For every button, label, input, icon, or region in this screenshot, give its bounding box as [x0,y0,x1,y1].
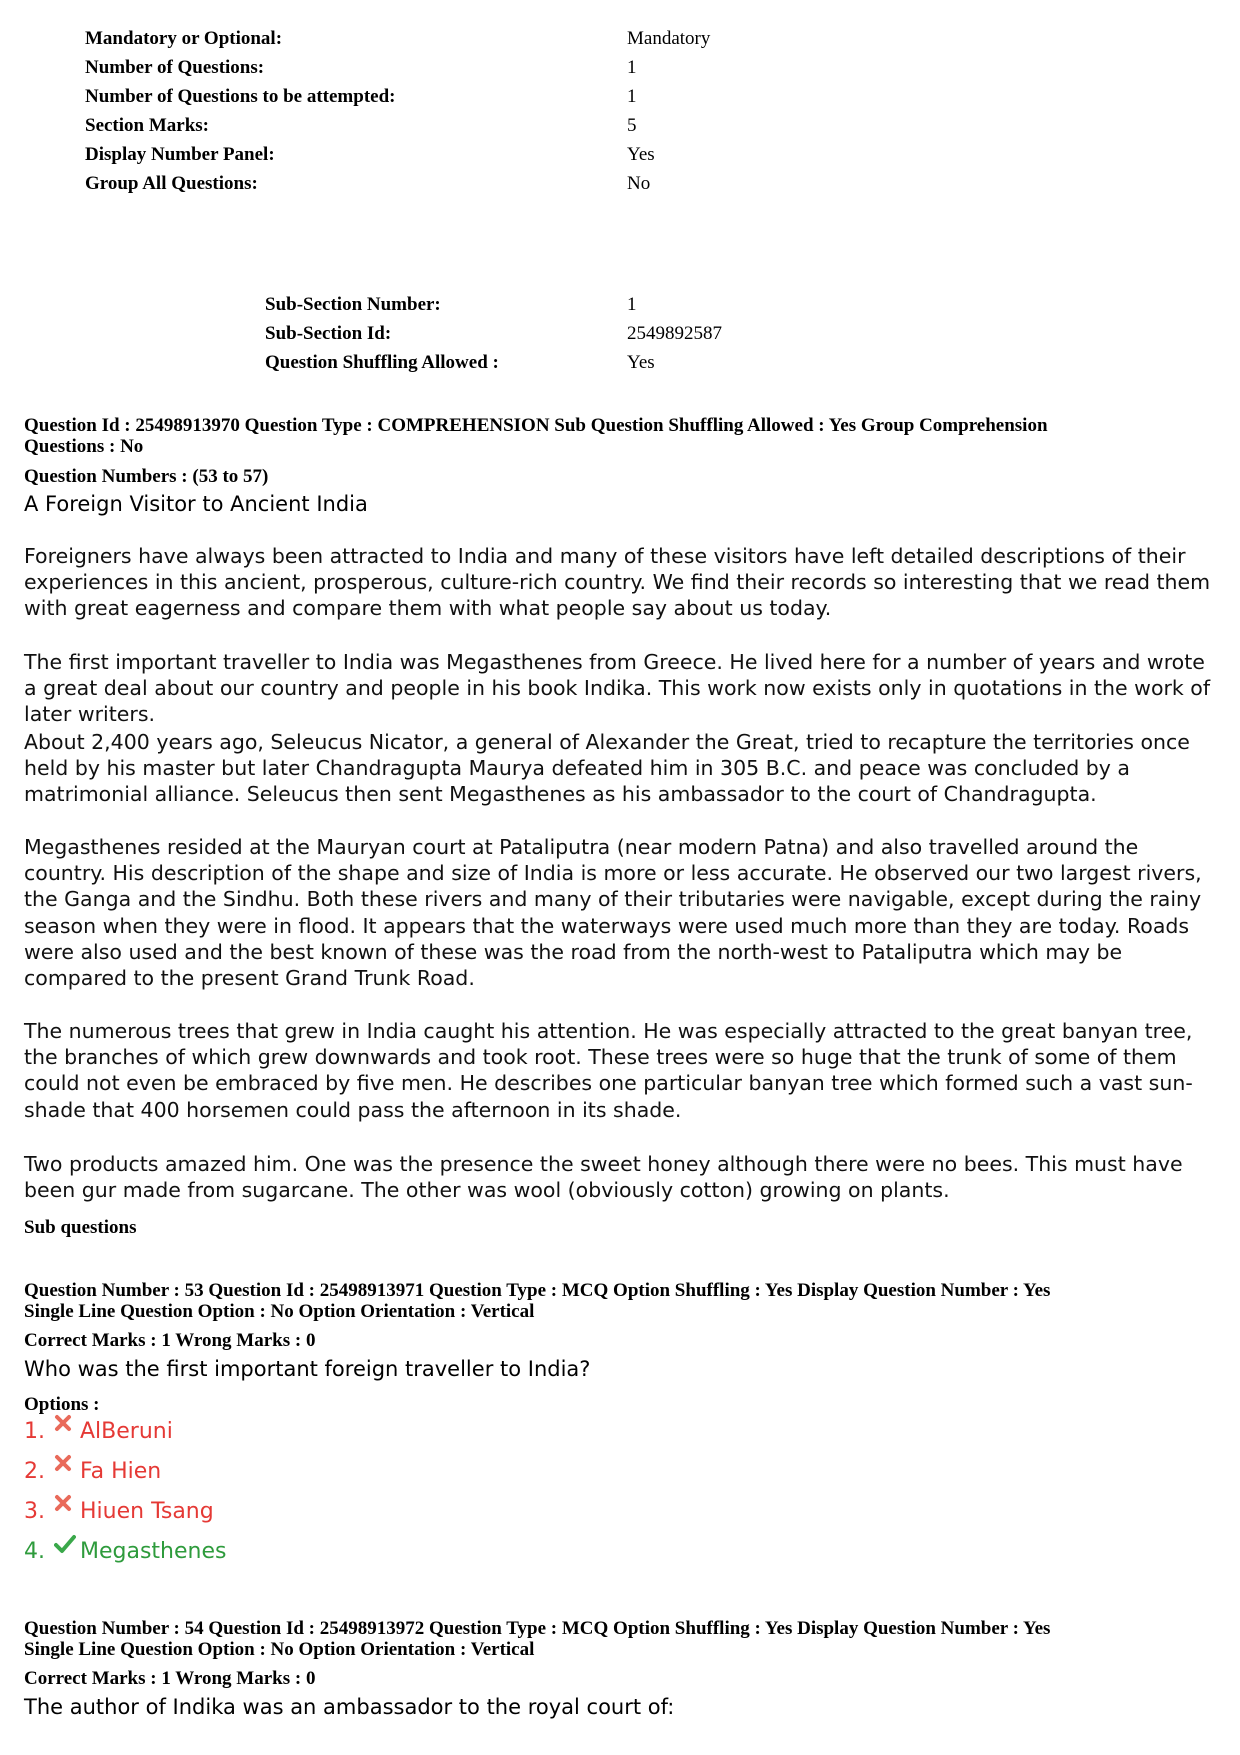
value: Yes [627,144,655,165]
label: Mandatory or Optional: [85,28,283,49]
question-54-meta-line1: Question Number : 54 Question Id : 25498913972 Question Type : MCQ Option Shuffling : Yes Display Question Number : Yes [24,1618,1051,1639]
subsection-row-id [0,319,1240,348]
check-icon [54,1534,80,1554]
passage-paragraph-5: The numerous trees that grew in India caught his attention. He was especially attracted to the great banyan tree, the branches of which grew downwards and took root. These trees were so huge that the trunk of some of them could not even be embraced by five men. He describes one particular banyan tree which formed such a vast sun-shade that 400 horsemen could pass the afternoon in its shade. [24,1019,1193,1122]
label: Sub-Section Id: [265,323,392,344]
question-53-meta-line2: Single Line Question Option : No Option Orientation : Vertical [24,1301,535,1322]
question-53-meta [24,1280,1214,1322]
value: Mandatory [627,28,711,49]
question-54-marks: Correct Marks : 1 Wrong Marks : 0 [24,1668,316,1689]
label: Display Number Panel: [85,144,275,165]
question-numbers: Question Numbers : (53 to 57) [24,466,269,487]
option-text: Hiuen Tsang [80,1499,214,1524]
comprehension-meta-line1: Question Id : 25498913970 Question Type : COMPREHENSION Sub Question Shuffling Allowed : Yes Group Comprehension [24,415,1048,436]
subsection-info-table [0,290,1240,377]
question-53-options [24,1418,624,1578]
option-number: 1. [24,1419,45,1444]
option-text: Megasthenes [80,1539,227,1564]
subsection-row-number [0,290,1240,319]
cross-icon [54,1494,80,1512]
section-row-display-number-panel [0,140,1240,169]
question-54-text: The author of Indika was an ambassador to the royal court of: [24,1695,675,1719]
question-54-meta-line2: Single Line Question Option : No Option Orientation : Vertical [24,1639,535,1660]
value: 1 [627,86,637,107]
value: 1 [627,57,637,78]
value: 5 [627,115,637,136]
passage-paragraph-4: Megasthenes resided at the Mauryan court at Pataliputra (near modern Patna) and also travelled around the country. His description of the shape and size of India is more or less accurate. He observed our two largest rivers, the Ganga and the Sindhu. Both these rivers and many of their tributaries were navigable, except during the rainy season when they were in flood. It appears that the waterways were used much more than they are today. Roads were also used and the best known of these was the road from the north-west to Pataliputra which may be compared to the present Grand Trunk Road. [24,835,1202,991]
comprehension-meta-line2: Questions : No [24,436,144,457]
option-number: 3. [24,1499,45,1524]
section-info-table [0,24,1240,198]
question-53-marks: Correct Marks : 1 Wrong Marks : 0 [24,1330,316,1351]
section-row-mandatory [0,24,1240,53]
option-number: 4. [24,1539,45,1564]
passage-title: A Foreign Visitor to Ancient India [24,492,368,516]
passage-paragraph-1: Foreigners have always been attracted to India and many of these visitors have left detailed descriptions of their experiences in this ancient, prosperous, culture-rich country. We find their records so interesting that we read them with great eagerness and compare them with what people say about us today. [24,544,1211,621]
passage-paragraph-2: The first important traveller to India was Megasthenes from Greece. He lived here for a number of years and wrote a great deal about our country and people in his book Indika. This work now exists only in quotations in the work of later writers. [24,650,1211,727]
label: Section Marks: [85,115,210,136]
question-53-meta-line1: Question Number : 53 Question Id : 25498913971 Question Type : MCQ Option Shuffling : Yes Display Question Number : Yes [24,1280,1051,1301]
option-2 [24,1458,624,1498]
sub-questions-label: Sub questions [24,1217,137,1238]
option-4 [24,1538,624,1578]
value: Yes [627,352,655,373]
value: 1 [627,294,637,315]
section-row-questions-to-attempt [0,82,1240,111]
cross-icon [54,1414,80,1432]
option-number: 2. [24,1459,45,1484]
option-1 [24,1418,624,1458]
section-row-group-all-questions [0,169,1240,198]
section-row-number-of-questions [0,53,1240,82]
value: 2549892587 [627,323,722,344]
label: Group All Questions: [85,173,258,194]
value: No [627,173,651,194]
option-text: AlBeruni [80,1419,173,1444]
label: Number of Questions to be attempted: [85,86,396,107]
passage-paragraph-6: Two products amazed him. One was the presence the sweet honey although there were no bees. This must have been gur made from sugarcane. The other was wool (obviously cotton) growing on plants. [24,1152,1183,1203]
cross-icon [54,1454,80,1472]
section-row-section-marks [0,111,1240,140]
label: Question Shuffling Allowed : [265,352,499,373]
label: Number of Questions: [85,57,265,78]
option-3 [24,1498,624,1538]
question-53-options-label: Options : [24,1394,100,1415]
option-text: Fa Hien [80,1459,162,1484]
label: Sub-Section Number: [265,294,441,315]
passage-paragraph-3: About 2,400 years ago, Seleucus Nicator, a general of Alexander the Great, tried to recapture the territories once held by his master but later Chandragupta Maurya defeated him in 305 B.C. and peace was concluded by a matrimonial alliance. Seleucus then sent Megasthenes as his ambassador to the court of Chandragupta. [24,730,1190,807]
comprehension-meta [24,415,1214,457]
question-53-text: Who was the first important foreign traveller to India? [24,1357,591,1381]
question-54-meta [24,1618,1214,1660]
subsection-row-shuffling [0,348,1240,377]
